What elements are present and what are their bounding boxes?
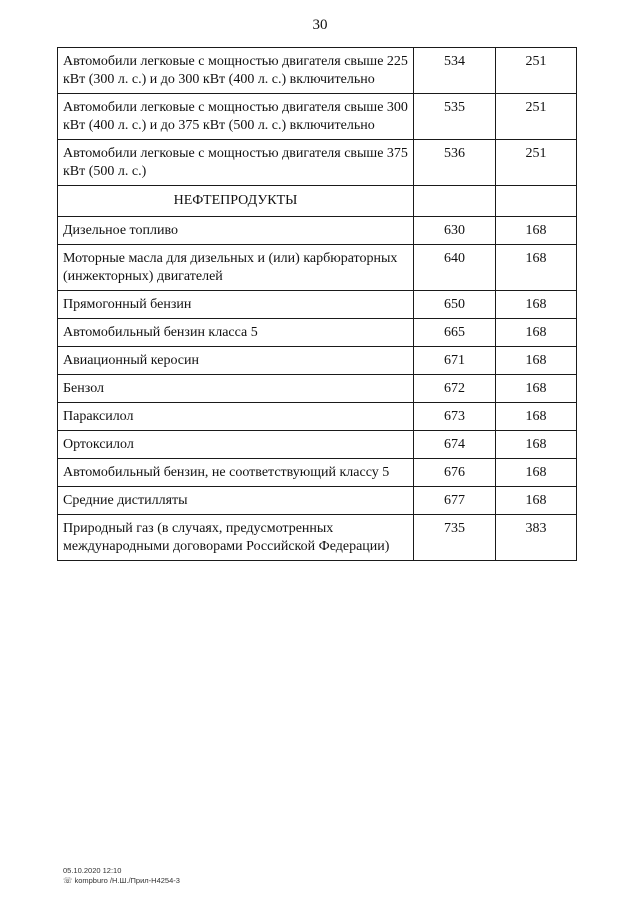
row-name-cell: Моторные масла для дизельных и (или) карбюраторных (инжекторных) двигателей — [58, 245, 414, 291]
row-code-cell: 735 — [414, 515, 496, 561]
row-code-cell: 630 — [414, 217, 496, 245]
row-name-cell: Бензол — [58, 375, 414, 403]
row-rate-cell: 168 — [496, 217, 577, 245]
row-code-cell: 672 — [414, 375, 496, 403]
table-row — [58, 48, 577, 94]
table-row — [58, 291, 577, 319]
row-name-cell: Автомобильный бензин, не соответствующий классу 5 — [58, 459, 414, 487]
row-code-cell: 676 — [414, 459, 496, 487]
empty-cell — [496, 186, 577, 217]
row-rate-cell: 168 — [496, 375, 577, 403]
row-name-cell: Автомобили легковые с мощностью двигателя свыше 300 кВт (400 л. с.) и до 375 кВт (500 л. с.) включительно — [58, 94, 414, 140]
table-row — [58, 94, 577, 140]
row-rate-cell: 168 — [496, 245, 577, 291]
row-code-cell: 677 — [414, 487, 496, 515]
row-rate-cell: 168 — [496, 319, 577, 347]
document-footer — [63, 866, 180, 886]
row-rate-cell: 168 — [496, 431, 577, 459]
section-title: НЕФТЕПРОДУКТЫ — [58, 186, 414, 217]
row-rate-cell: 251 — [496, 140, 577, 186]
row-rate-cell: 168 — [496, 347, 577, 375]
row-code-cell: 673 — [414, 403, 496, 431]
section-header-row — [58, 186, 577, 217]
row-code-cell: 536 — [414, 140, 496, 186]
row-name-cell: Автомобильный бензин класса 5 — [58, 319, 414, 347]
row-name-cell: Параксилол — [58, 403, 414, 431]
table-row — [58, 487, 577, 515]
row-code-cell: 650 — [414, 291, 496, 319]
row-code-cell: 534 — [414, 48, 496, 94]
row-rate-cell: 168 — [496, 459, 577, 487]
row-name-cell: Ортоксилол — [58, 431, 414, 459]
row-name-cell: Природный газ (в случаях, предусмотренных международными договорами Российской Федерации) — [58, 515, 414, 561]
row-code-cell: 665 — [414, 319, 496, 347]
row-rate-cell: 168 — [496, 291, 577, 319]
table-row — [58, 245, 577, 291]
page-number: 30 — [312, 17, 328, 33]
row-rate-cell: 168 — [496, 487, 577, 515]
row-name-cell: Автомобили легковые с мощностью двигателя свыше 375 кВт (500 л. с.) — [58, 140, 414, 186]
row-code-cell: 674 — [414, 431, 496, 459]
row-rate-cell: 251 — [496, 48, 577, 94]
row-name-cell: Автомобили легковые с мощностью двигателя свыше 225 кВт (300 л. с.) и до 300 кВт (400 л. с.) включительно — [58, 48, 414, 94]
table-row — [58, 515, 577, 561]
table-row — [58, 459, 577, 487]
row-name-cell: Дизельное топливо — [58, 217, 414, 245]
row-code-cell: 640 — [414, 245, 496, 291]
table-row — [58, 403, 577, 431]
empty-cell — [414, 186, 496, 217]
row-name-cell: Средние дистилляты — [58, 487, 414, 515]
row-code-cell: 535 — [414, 94, 496, 140]
tariff-table — [57, 47, 577, 561]
row-name-cell: Авиационный керосин — [58, 347, 414, 375]
row-rate-cell: 251 — [496, 94, 577, 140]
row-rate-cell: 383 — [496, 515, 577, 561]
table-row — [58, 217, 577, 245]
footer-document-id: ☏ kompburo /Н.Ш./Прил-Н4254-3 — [63, 876, 180, 885]
table-row — [58, 431, 577, 459]
footer-timestamp: 05.10.2020 12:10 — [63, 866, 122, 875]
row-rate-cell: 168 — [496, 403, 577, 431]
table-row — [58, 375, 577, 403]
table-row — [58, 319, 577, 347]
row-name-cell: Прямогонный бензин — [58, 291, 414, 319]
table-row — [58, 140, 577, 186]
row-code-cell: 671 — [414, 347, 496, 375]
table-row — [58, 347, 577, 375]
table-body — [58, 48, 577, 561]
